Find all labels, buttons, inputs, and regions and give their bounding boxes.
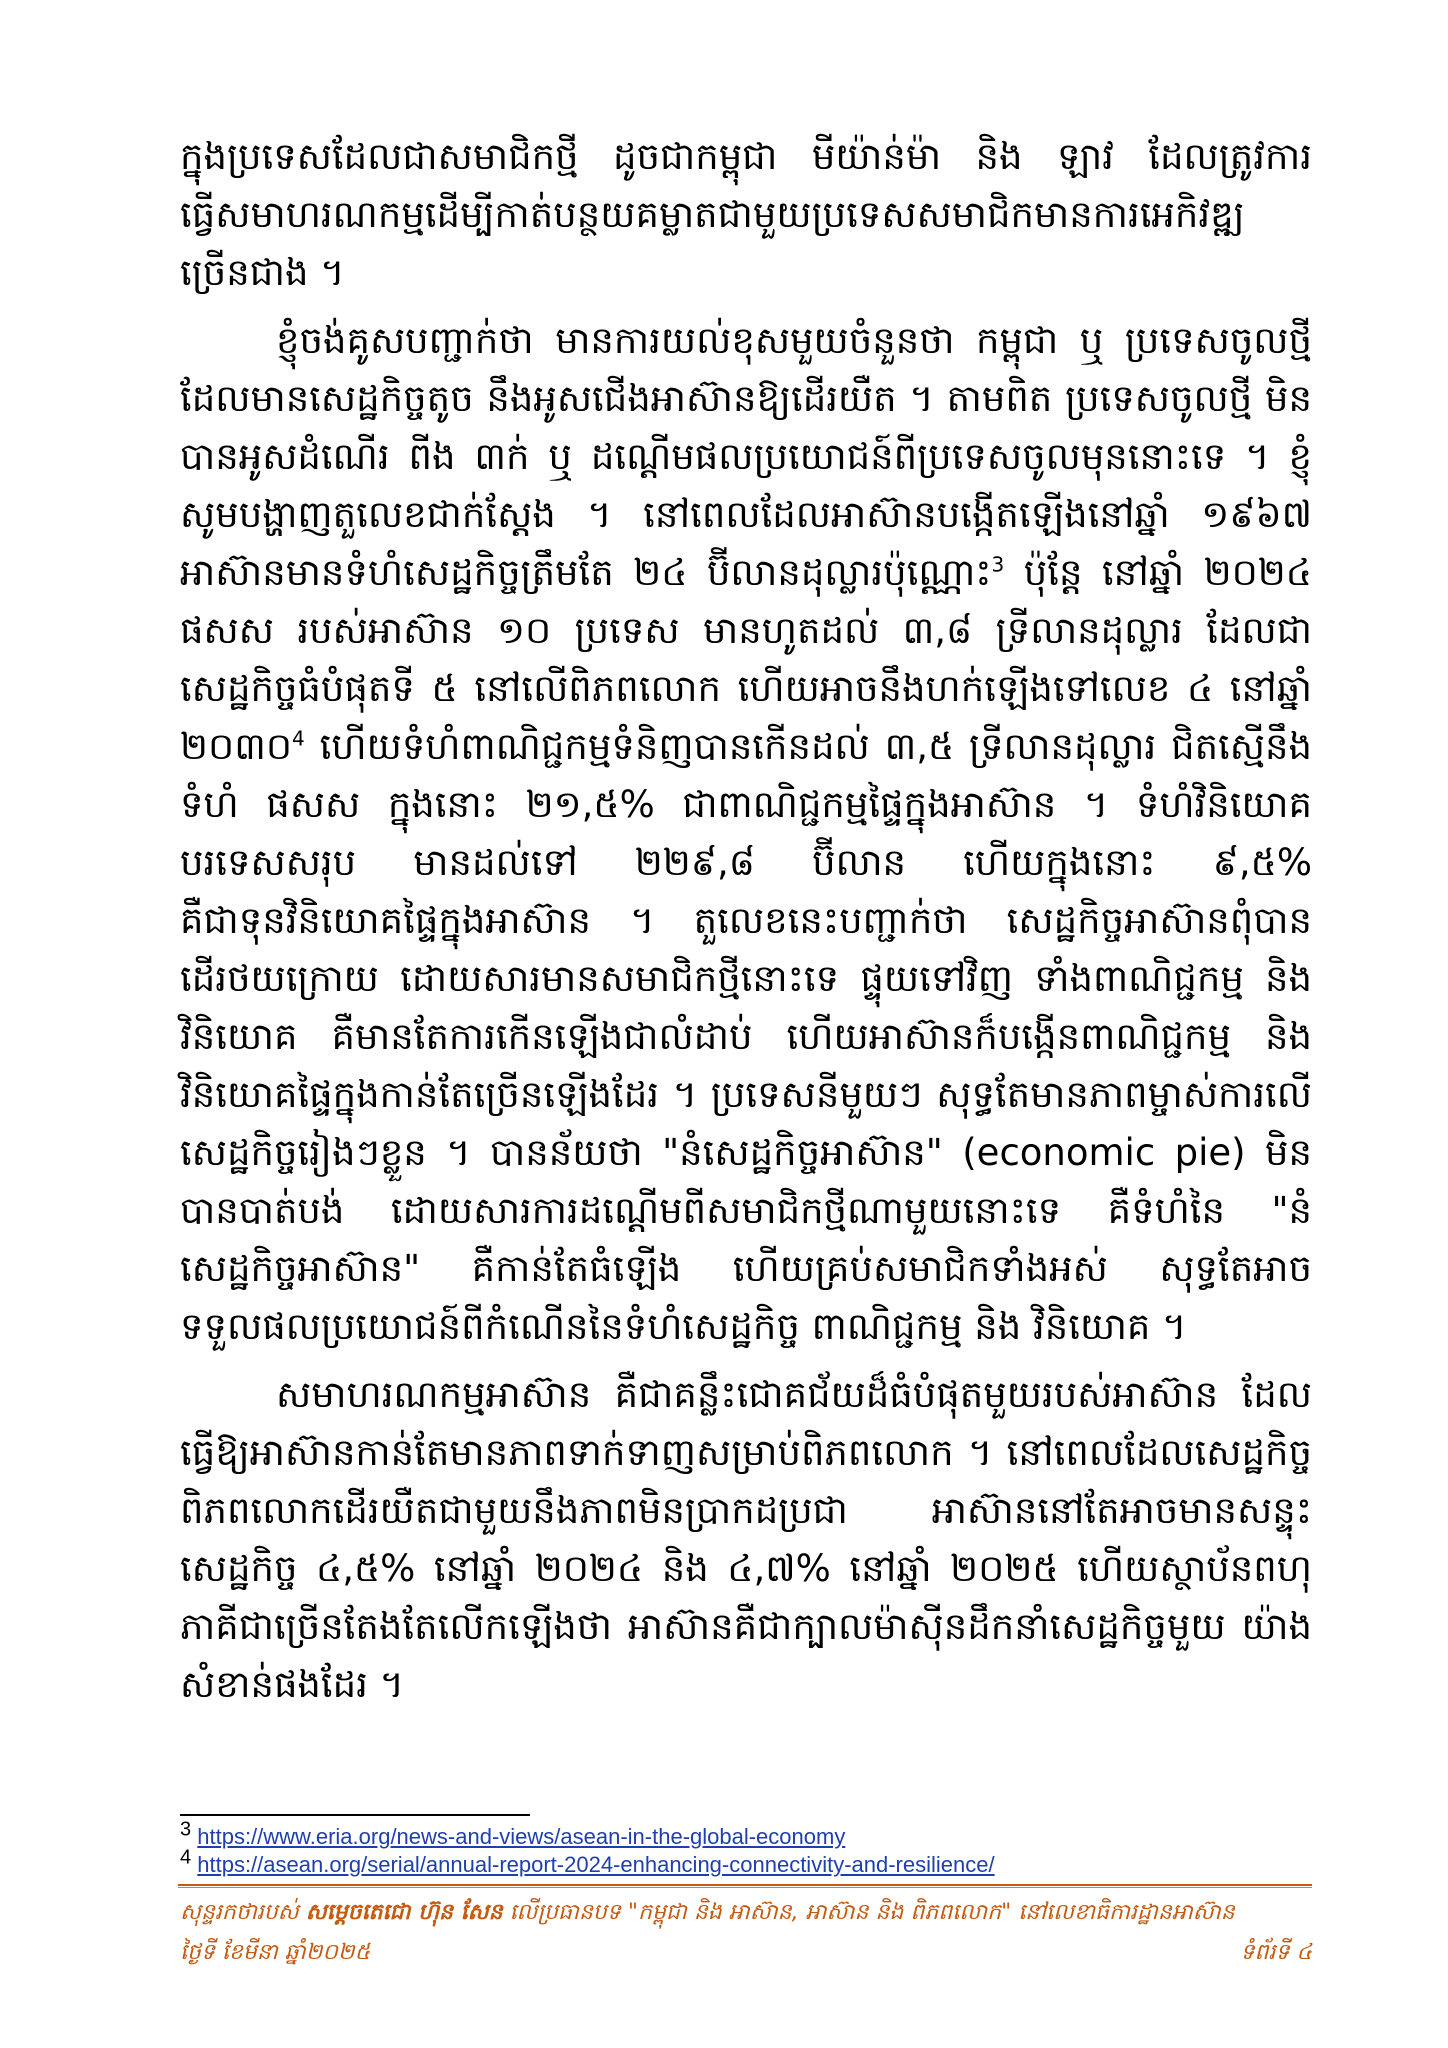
paragraph-3 — [180, 1366, 1312, 1714]
footer-meta — [180, 1933, 1312, 1973]
footer-speaker: សម្ដេចតេជោ ហ៊ុន សែន — [305, 1900, 503, 1925]
footer-title — [180, 1893, 1312, 1933]
paragraph-2-text-c: ហើយទំហំពាណិជ្ជកម្មទំនិញបានកើនដល់ ៣,៥ ទ្រីលានដុល្លារ ជិតស្មើនឹងទំហំ ផសស ក្នុងនោះ ២១,៥% ជាពាណិជ្ជកម្មផ្ទៃក្នុងអាស៊ាន ។ ទំហំវិនិយោគបរទេសសរុប មានដល់ទៅ ២២៩,៨ ប៊ីលាន ហើយក្នុងនោះ ៩,៥% គឺជាទុនវិនិយោគផ្ទៃក្នុងអាស៊ាន ។ តួលេខនេះបញ្ជាក់ថា សេដ្ឋកិច្ចអាស៊ានពុំបានដើរថយក្រោយ ដោយសារមានសមាជិកថ្មីនោះទេ ផ្ទុយទៅវិញ ទាំងពាណិជ្ជកម្ម និង វិនិយោគ គឺមានតែការកើនឡើងជាលំដាប់ ហើយអាស៊ានក៏បង្កើនពាណិជ្ជកម្ម និង វិនិយោគផ្ទៃក្នុងកាន់តែច្រើនឡើងដែរ ។ ប្រទេសនីមួយៗ សុទ្ធតែមានភាពម្ចាស់ការលើសេដ្ឋកិច្ចរៀងៗខ្លួន ។ បានន័យថា "នំសេដ្ឋកិច្ចអាស៊ាន" (economic pie) មិនបានបាត់បង់ ដោយសារការដណ្ដើមពីសមាជិកថ្មីណាមួយនោះទេ គឺទំហំនៃ "នំសេដ្ឋកិច្ចអាស៊ាន" គឺកាន់តែធំឡើង ហើយគ្រប់សមាជិកទាំងអស់ សុទ្ធតែអាចទទួលផលប្រយោជន៍ពីកំណើននៃទំហំសេដ្ឋកិច្ច ពាណិជ្ជកម្ម និង វិនិយោគ ។ — [180, 725, 1312, 1348]
footer-date: ថ្ងៃទី ខែមីនា ឆ្នាំ២០២៥ — [180, 1940, 371, 1965]
page-footer — [180, 1893, 1312, 1973]
paragraph-2-text-b: ប៉ុន្តែ នៅឆ្នាំ ២០២៤ ផសស របស់អាស៊ាន ១០ ប្រទេស មានហូតដល់ ៣,៨ ទ្រីលានដុល្លារ ដែលជាសេដ្ឋកិច្ចធំបំផុតទី ៥ នៅលើពិភពលោក ហើយអាចនឹងហក់ឡើងទៅលេខ ៤ នៅឆ្នាំ ២០៣០ — [180, 551, 1313, 768]
footer-title-prefix: សុន្ទរកថារបស់ — [180, 1900, 306, 1925]
footnote-number: 4 — [180, 1846, 192, 1869]
footer-divider — [178, 1884, 1312, 1888]
paragraph-1 — [180, 128, 1312, 302]
paragraph-1-text: ក្នុងប្រទេសដែលជាសមាជិកថ្មី ដូចជាកម្ពុជា មីយ៉ាន់ម៉ា និង ឡាវ ដែលត្រូវការធ្វើសមាហរណកម្មដើម្បីកាត់បន្ថយគម្លាតជាមួយប្រទេសសមាជិកមានការអេកិវឌ្ឍច្រើនជាង ។ — [180, 135, 1312, 294]
paragraph-2-text-a: ខ្ញុំចង់គូសបញ្ជាក់ថា មានការយល់ខុសមួយចំនួនថា កម្ពុជា ឬ ប្រទេសចូលថ្មី ដែលមានសេដ្ឋកិច្ចតូច នឹងអូសជើងអាស៊ានឱ្យដើរយឺត ។ តាមពិត ប្រទេសចូលថ្មី មិនបានអូសដំណើរ ពីង ៣ក់ ឬ ដណ្ដើមផលប្រយោជន៍ពីប្រទេសចូលមុននោះទេ ។ ខ្ញុំសូមបង្ហាញតួលេខជាក់ស្ដែង ។ នៅពេលដែលអាស៊ានបង្កើតឡើងនៅឆ្នាំ ១៩៦៧ អាស៊ានមានទំហំសេដ្ឋកិច្ចត្រឹមតែ ២៤ ប៊ីលានដុល្លារប៉ុណ្ណោះ — [180, 319, 1312, 594]
page-number: ទំព័រទី ៤ — [1240, 1940, 1312, 1965]
footnote-link[interactable]: https://asean.org/serial/annual-report-2024-enhancing-connectivity-and-resilience/ — [197, 1852, 995, 1877]
footnote-number: 3 — [180, 1818, 192, 1841]
footnote-link[interactable]: https://www.eria.org/news-and-views/asean-in-the-global-economy — [197, 1824, 846, 1849]
footnote-ref-3[interactable]: 3 — [991, 552, 1005, 577]
footnote-separator — [180, 1814, 530, 1816]
paragraph-2 — [180, 312, 1312, 1356]
paragraph-3-text: សមាហរណកម្មអាស៊ាន គឺជាគន្លឹះជោគជ័យដ៏ធំបំផុតមួយរបស់អាស៊ាន ដែលធ្វើឱ្យអាស៊ានកាន់តែមានភាពទាក់ទាញសម្រាប់ពិភពលោក ។ នៅពេលដែលសេដ្ឋកិច្ចពិភពលោកដើរយឺតជាមួយនឹងភាពមិនប្រាកដប្រជា អាស៊ាននៅតែអាចមានសន្ទុះសេដ្ឋកិច្ច ៤,៥% នៅឆ្នាំ ២០២៤ និង ៤,៧% នៅឆ្នាំ ២០២៥ ហើយស្ថាប័នពហុភាគីជាច្រើនតែងតែលើកឡើងថា អាស៊ានគឺជាក្បាលម៉ាស៊ីនដឹកនាំសេដ្ឋកិច្ចមួយ យ៉ាងសំខាន់ផងដែរ ។ — [180, 1373, 1312, 1706]
footnote-3 — [180, 1818, 1280, 1851]
footer-title-suffix: លើប្រធានបទ "កម្ពុជា និង អាស៊ាន, អាស៊ាន និង ពិភពលោក" នៅលេខាធិការដ្ឋានអាស៊ាន — [502, 1900, 1235, 1925]
footnotes — [180, 1818, 1280, 1879]
body-text — [180, 128, 1312, 1724]
footnote-ref-4[interactable]: 4 — [292, 726, 305, 751]
footnote-4 — [180, 1846, 1280, 1879]
